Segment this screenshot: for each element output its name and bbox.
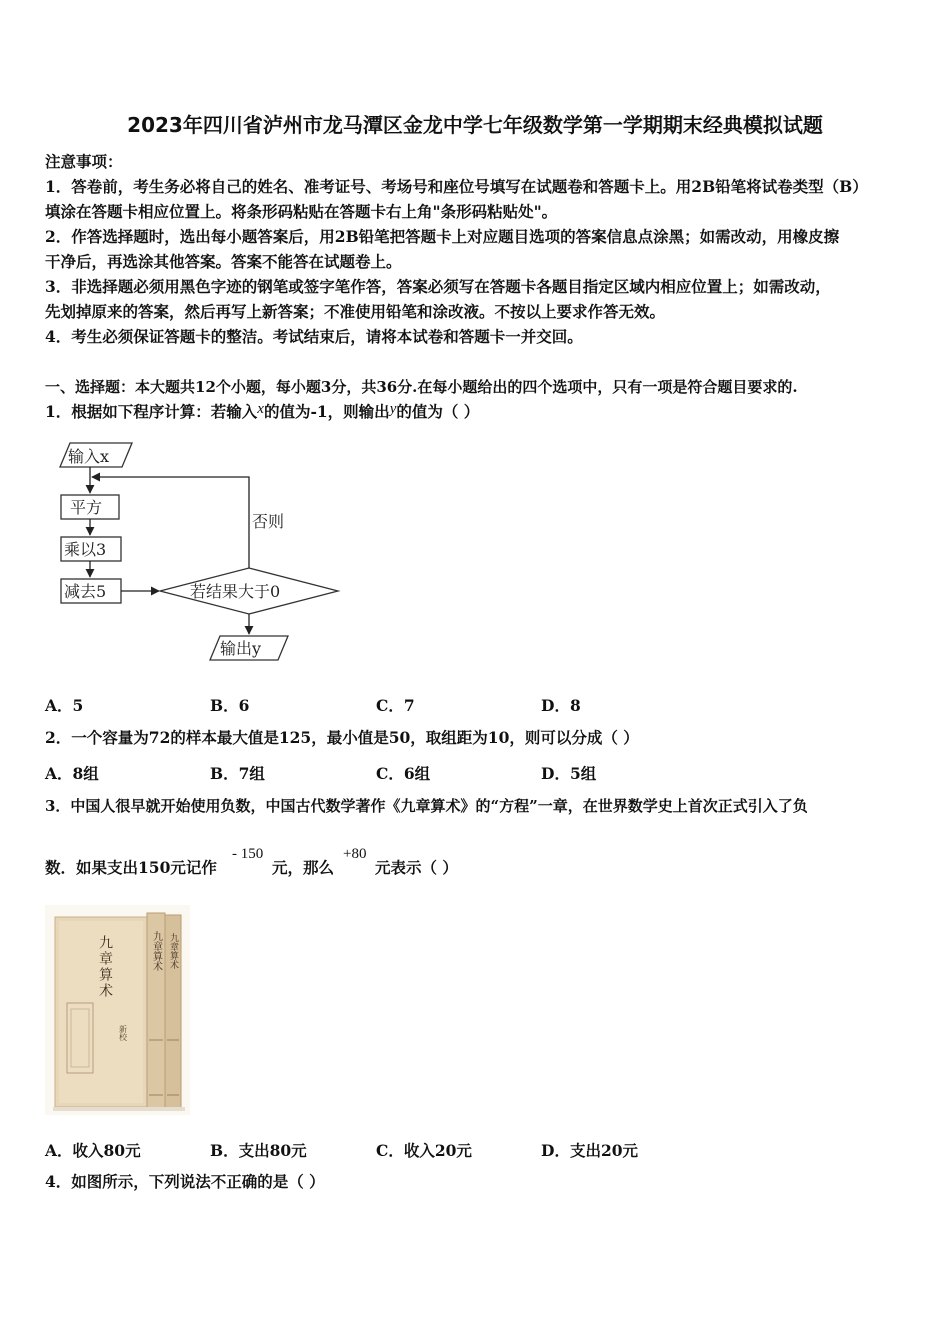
flow-else-label: 否则: [252, 512, 285, 531]
section-heading: 一、选择题：本大题共12个小题，每小题3分，共36分.在每小题给出的四个选项中，只有一项是符合题目要求的.: [45, 378, 798, 396]
question-3-line2c: 元表示（ ）: [375, 858, 458, 877]
q1-option-c[interactable]: C．7: [376, 696, 415, 715]
q3-option-a[interactable]: A．收入80元: [45, 1141, 141, 1160]
notice-line: 3．非选择题必须用黑色字迹的钢笔或签字笔作答，答案必须写在答题卡各题目指定区域内相应位置上；如需改动，: [45, 277, 831, 296]
flow-step-multiply-label: 乘以3: [64, 540, 107, 559]
q2-option-a[interactable]: A．8组: [45, 764, 99, 783]
book-title-spine-2: 九章算术: [168, 933, 178, 969]
notice-line: 4．考生必须保证答题卡的整洁。考试结束后，请将本试卷和答题卡一并交回。: [45, 327, 583, 346]
question-3-line2a: 数．如果支出150元记作: [45, 858, 217, 877]
notice-heading: 注意事项：: [45, 152, 123, 171]
flow-decision-label: 若结果大于0: [190, 582, 281, 601]
flow-input-label: 输入x: [68, 447, 110, 466]
flow-output-label: 输出y: [220, 639, 262, 658]
q1-option-b[interactable]: B．6: [210, 696, 250, 715]
q3-option-d[interactable]: D．支出20元: [541, 1141, 639, 1160]
book-title-cover: 九章算术: [97, 935, 113, 999]
notice-line: 干净后，再选涂其他答案。答案不能答在试题卷上。: [45, 252, 402, 271]
q2-option-d[interactable]: D．5组: [541, 764, 597, 783]
q2-option-b[interactable]: B．7组: [210, 764, 265, 783]
question-4: 4．如图所示，下列说法不正确的是（ ）: [45, 1172, 325, 1191]
question-1: 1．根据如下程序计算：若输入x的值为-1，则输出y的值为（ ）: [45, 401, 480, 421]
book-subtitle-cover: 新校: [118, 1025, 128, 1041]
q1-option-d[interactable]: D．8: [541, 696, 581, 715]
value-plus-80: +80: [343, 846, 367, 862]
notice-line: 填涂在答题卡相应位置上。将条形码粘贴在答题卡右上角"条形码粘贴处"。: [45, 202, 558, 221]
q2-option-c[interactable]: C．6组: [376, 764, 431, 783]
flow-step-subtract-label: 减去5: [64, 582, 107, 601]
notice-line: 1．答卷前，考生务必将自己的姓名、准考证号、考场号和座位号填写在试题卷和答题卡上。用2B铅笔将试卷类型（B）: [45, 177, 868, 196]
q1-option-a[interactable]: A．5: [45, 696, 84, 715]
notice-line: 先划掉原来的答案，然后再写上新答案；不准使用铅笔和涂改液。不按以上要求作答无效。: [45, 302, 666, 321]
flow-step-square-label: 平方: [70, 498, 103, 517]
question-3-line1: 3．中国人很早就开始使用负数，中国古代数学著作《九章算术》的“方程”一章，在世界数学史上首次正式引入了负: [45, 797, 808, 815]
question-3-line2b: 元，那么: [272, 858, 335, 877]
book-title-spine-1: 九章算术: [150, 931, 162, 971]
q3-option-c[interactable]: C．收入20元: [376, 1141, 472, 1160]
flowchart: [50, 435, 350, 670]
q3-option-b[interactable]: B．支出80元: [210, 1141, 307, 1160]
notice-line: 2．作答选择题时，选出每小题答案后，用2B铅笔把答题卡上对应题目选项的答案信息点涂黑；如需改动，用橡皮擦: [45, 227, 840, 246]
page-title: 2023年四川省泸州市龙马潭区金龙中学七年级数学第一学期期末经典模拟试题: [127, 113, 823, 137]
book-image: [45, 905, 190, 1115]
value-minus-150: - 150: [232, 846, 264, 862]
question-2: 2．一个容量为72的样本最大值是125，最小值是50，取组距为10，则可以分成（ ）: [45, 728, 639, 747]
